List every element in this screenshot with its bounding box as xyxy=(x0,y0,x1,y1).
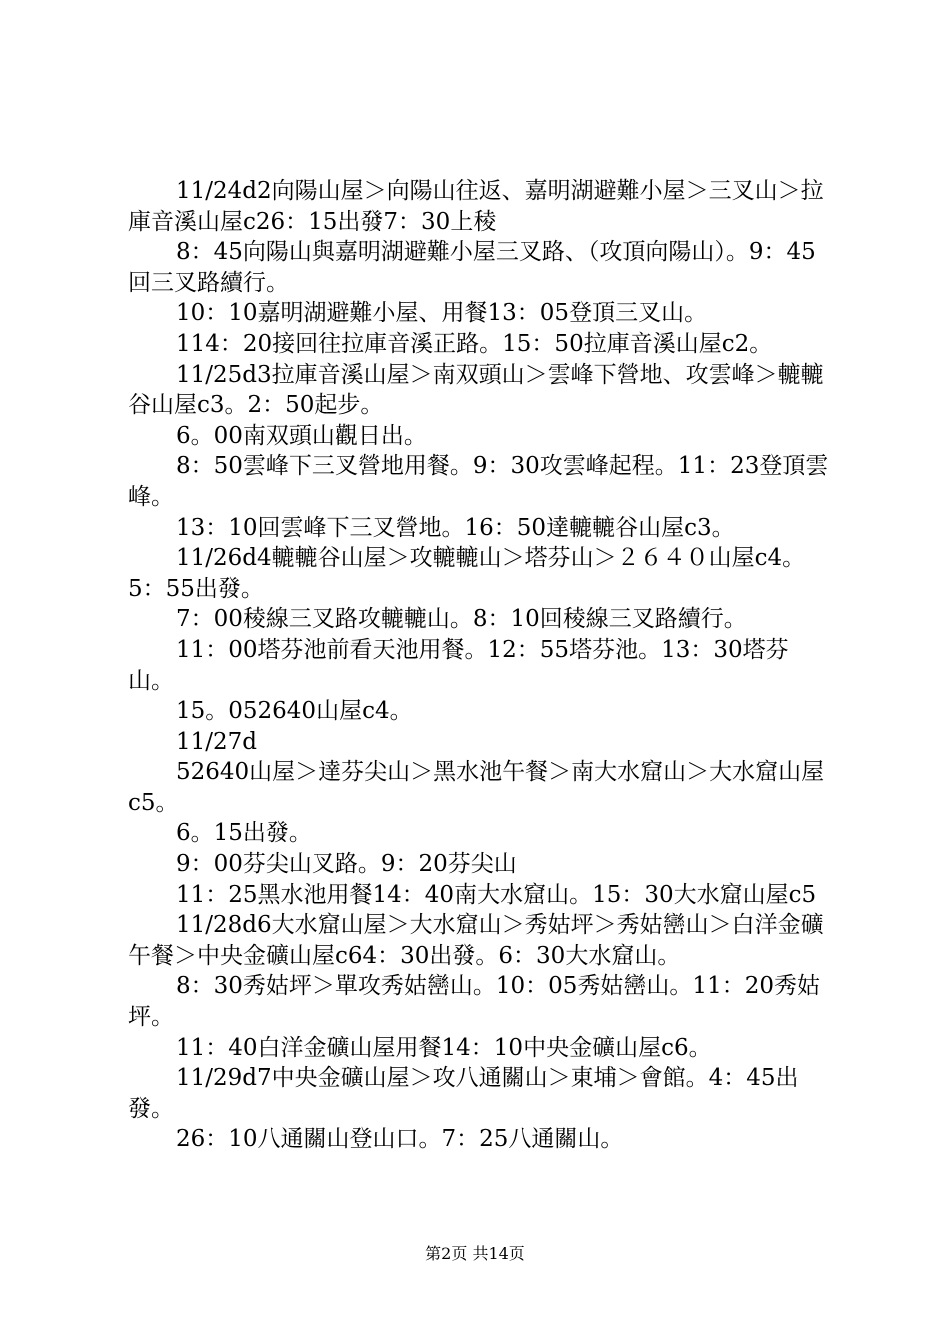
paragraph: 11：40白洋金礦山屋用餐14：10中央金礦山屋c6。 xyxy=(176,1034,712,1061)
paragraph: 15。052640山屋c4。 xyxy=(176,698,413,725)
paragraph: 8：50雲峰下三叉營地用餐。9：30攻雲峰起程。11：23登頂雲峰。 xyxy=(128,453,829,510)
paragraph: 8：45向陽山與嘉明湖避難小屋三叉路、（攻頂向陽山）。9：45回三叉路續行。 xyxy=(128,239,816,296)
paragraph: 11：25黑水池用餐14：40南大水窟山。15：30大水窟山屋c5 xyxy=(176,881,817,908)
document-body xyxy=(128,176,834,1155)
paragraph: 11/26d4轆轆谷山屋＞攻轆轆山＞塔芬山＞２６４０山屋c4。5：55出發。 xyxy=(128,545,806,602)
page-number-footer: 第2页 共14页 xyxy=(425,1244,525,1263)
paragraph: 11/28d6大水窟山屋＞大水窟山＞秀姑坪＞秀姑巒山＞白洋金礦午餐＞中央金礦山屋c64：30出發。6：30大水窟山。 xyxy=(128,912,824,969)
paragraph: 52640山屋＞達芬尖山＞黑水池午餐＞南大水窟山＞大水窟山屋c5。 xyxy=(128,759,825,816)
paragraph: 26：10八通關山登山口。7：25八通關山。 xyxy=(176,1126,624,1153)
paragraph: 11/24d2向陽山屋＞向陽山往返、嘉明湖避難小屋＞三叉山＞拉庫音溪山屋c26：15出發7：30上稜 xyxy=(128,178,824,235)
paragraph: 11/29d7中央金礦山屋＞攻八通關山＞東埔＞會館。4：45出發。 xyxy=(128,1065,799,1122)
paragraph: 8：30秀姑坪＞單攻秀姑巒山。10：05秀姑巒山。11：20秀姑坪。 xyxy=(128,973,820,1031)
paragraph: 7：00稜線三叉路攻轆轆山。8：10回稜線三叉路續行。 xyxy=(176,606,747,633)
paragraph: 13：10回雲峰下三叉營地。16：50達轆轆谷山屋c3。 xyxy=(176,514,735,541)
paragraph: 10：10嘉明湖避難小屋、用餐13：05登頂三叉山。 xyxy=(176,300,708,327)
paragraph: 6。15出發。 xyxy=(176,820,312,847)
paragraph: 11/25d3拉庫音溪山屋＞南双頭山＞雲峰下營地、攻雲峰＞轆轆谷山屋c3。2：50起步。 xyxy=(128,361,824,419)
paragraph: 11：00塔芬池前看天池用餐。12：55塔芬池。13：30塔芬山。 xyxy=(128,636,789,694)
paragraph: 9：00芬尖山叉路。9：20芬尖山 xyxy=(176,851,517,878)
paragraph: 11/27d xyxy=(176,728,258,755)
paragraph: 6。00南双頭山觀日出。 xyxy=(176,422,427,449)
paragraph: 114：20接回往拉庫音溪正路。15：50拉庫音溪山屋c2。 xyxy=(176,330,773,357)
